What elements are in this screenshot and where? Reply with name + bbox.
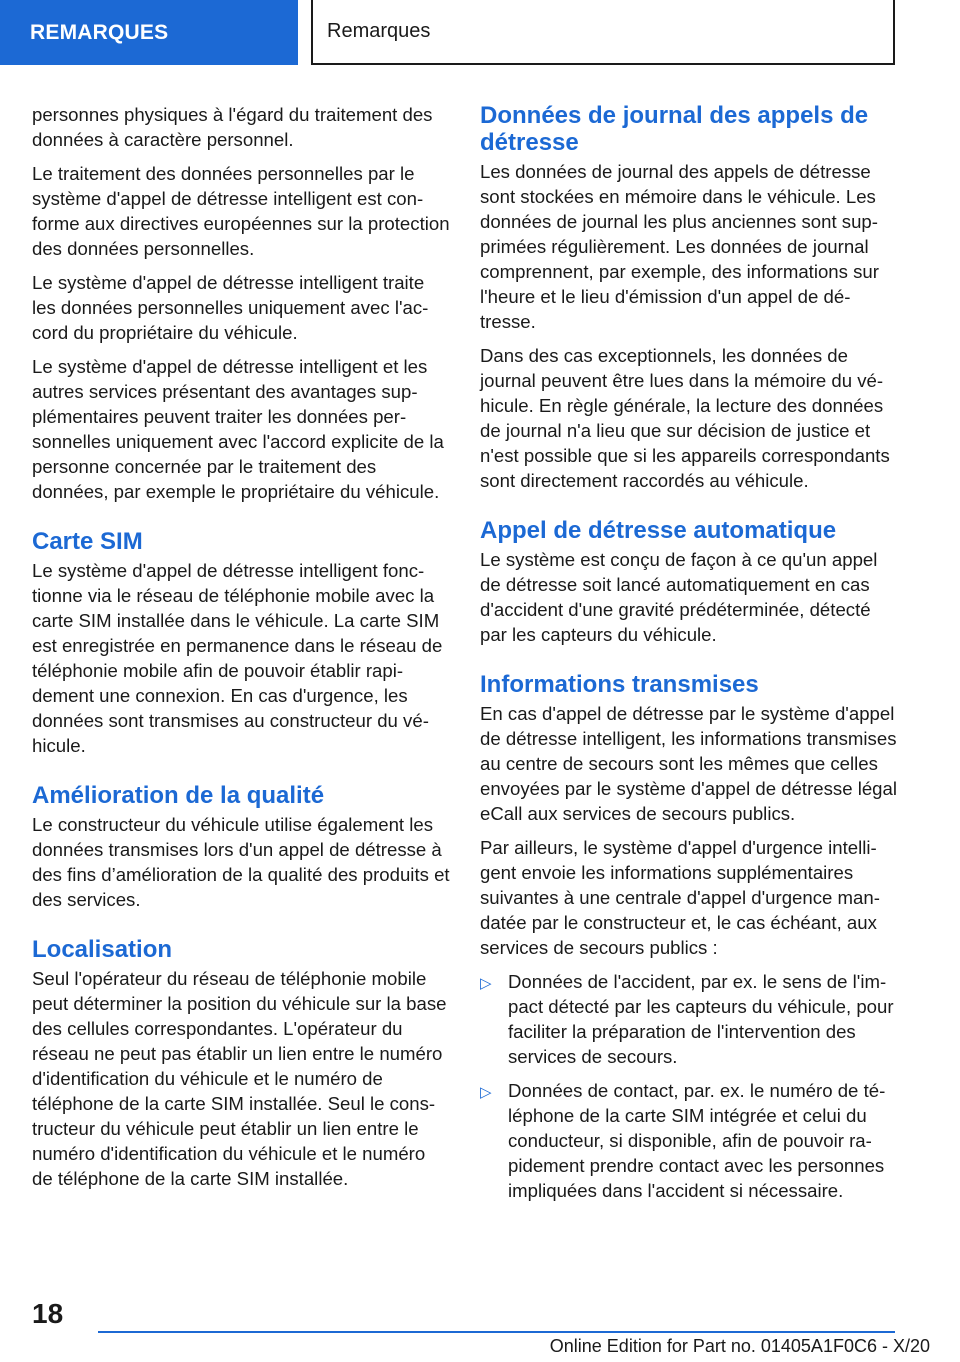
intro-paragraph: personnes physiques à l'égard du traitement des données à caractère personnel. [32,104,433,150]
right-column [480,102,898,1212]
left-column [32,102,450,1200]
log-heading: Données de journal des appels de détresse [480,102,869,156]
sim-section [32,528,450,758]
auto-call-heading: Appel de détresse automatique [480,517,837,544]
info-heading: Informations transmises [480,671,759,698]
info-bullet-list [480,969,898,1203]
location-section [32,936,450,1191]
bullet-text: Données de l'accident, par ex. le sens de l'impact détecté par les capteurs du véhicule, pour faciliter la préparation de l'intervention des services de secours. [508,971,894,1067]
header-title-text: Remarques [327,20,431,42]
info-paragraph: En cas d'appel de détresse par le système d'appel de détresse intelligent, les informations transmises au centre de secours sont les mêmes que celles envoyées par le système d'appel de détresse légal eCall aux services de secours publics. [480,703,897,824]
auto-call-text: Le système est conçu de façon à ce qu'un appel de détresse soit lancé automatiquement en cas d'accident d'une gravité prédéterminée, détecté par les capteurs du véhicule. [480,549,878,645]
intro-section [32,102,450,504]
log-paragraph: Dans des cas exceptionnels, les données de journal peuvent être lues dans la mémoire du véhicule. En règle générale, la lecture des données de journal n'a lieu que sur décision de justice et n'est possible que si les appareils correspondants sont directement raccordés au véhicule. [480,345,890,491]
sim-heading: Carte SIM [32,528,143,555]
footer-divider [98,1331,895,1333]
list-item [480,1078,898,1203]
log-section [480,102,898,493]
location-heading: Localisation [32,936,173,963]
quality-section [32,782,450,912]
triangle-bullet-icon: ▷ [480,975,492,992]
list-item [480,969,898,1069]
info-section [480,671,898,1203]
page-header-title [311,0,895,65]
location-text: Seul l'opérateur du réseau de téléphonie mobile peut déterminer la position du véhicule sur la base des cellules correspondantes. L'opérateur du réseau ne peut pas établir un lien entre le numéro d'identification du véhicule et le numéro de téléphone de la carte SIM installée. Seul le constructeur du véhicule peut établir un lien entre le numéro d'identification du véhicule et le numéro de téléphone de la carte SIM installée. [32,968,447,1189]
page-number: 18 [32,1298,64,1329]
log-paragraph: Les données de journal des appels de détresse sont stockées en mémoire dans le véhicule. Les données de journal les plus anciennes sont supprimées régulièrement. Les données de journal comprennent, par exemple, des informations sur l'heure et le lieu d'émission d'un appel de détresse. [480,161,879,332]
info-paragraph: Par ailleurs, le système d'appel d'urgence intelligent envoie les informations supplémentaires suivantes à une centrale d'appel d'urgence mandatée par le constructeur et, le cas échéant, aux services de secours publics : [480,837,880,958]
bullet-text: Données de contact, par. ex. le numéro de téléphone de la carte SIM intégrée et celui du conducteur, si disponible, afin de pouvoir rapidement prendre contact avec les personnes impliquées dans l'accident si nécessaire. [508,1080,886,1201]
intro-paragraph: Le traitement des données personnelles par le système d'appel de détresse intelligent est conforme aux directives européennes sur la protection des données personnelles. [32,163,450,259]
footer-edition-text: Online Edition for Part no. 01405A1F0C6 - X/20 [549,1336,930,1356]
quality-text: Le constructeur du véhicule utilise également les données transmises lors d'un appel de détresse à des fins d’amélioration de la qualité des produits et des services. [32,814,450,910]
section-tab: REMARQUES [0,0,298,65]
quality-heading: Amélioration de la qualité [32,782,325,809]
auto-call-section [480,517,898,647]
intro-paragraph: Le système d'appel de détresse intelligent traite les données personnelles uniquement avec l'accord du propriétaire du véhicule. [32,272,429,343]
triangle-bullet-icon: ▷ [480,1084,492,1101]
sim-text: Le système d'appel de détresse intelligent fonctionne via le réseau de téléphonie mobile avec la carte SIM installée dans le véhicule. La carte SIM est enregistrée en permanence dans le réseau de téléphonie mobile afin de pouvoir établir rapidement une connexion. En cas d'urgence, les données sont transmises au constructeur du véhicule. [32,560,443,756]
intro-paragraph: Le système d'appel de détresse intelligent et les autres services présentant des avantages supplémentaires peuvent traiter les données personnelles uniquement avec l'accord explicite de la personne concernée par le traitement des données, par exemple le propriétaire du véhicule. [32,356,444,502]
